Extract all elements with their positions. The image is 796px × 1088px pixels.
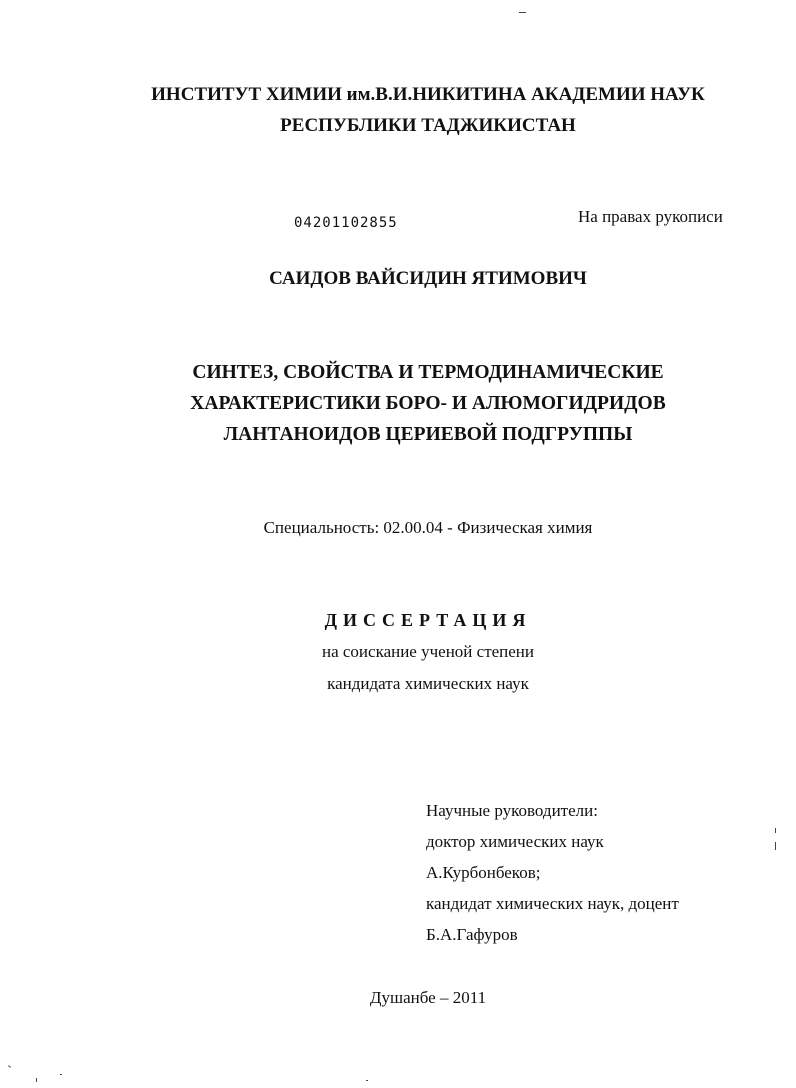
title-line-3: ЛАНТАНОИДОВ ЦЕРИЕВОЙ ПОДГРУППЫ [223,424,633,445]
scan-speck [775,842,776,850]
author-name: САИДОВ ВАЙСИДИН ЯТИМОВИЧ [269,268,587,289]
supervisor-2-degree: кандидат химических наук, доцент [426,894,679,913]
scan-speck [8,1065,11,1068]
title-line-1: СИНТЕЗ, СВОЙСТВА И ТЕРМОДИНАМИЧЕСКИЕ [192,362,664,383]
scan-speck [519,12,526,13]
supervisors-heading: Научные руководители: [426,801,598,820]
manuscript-rights-note: На правах рукописи [578,207,723,226]
degree-line-2: кандидата химических наук [327,674,529,693]
scan-speck [775,828,776,833]
title-line-2: ХАРАКТЕРИСТИКИ БОРО- И АЛЮМОГИДРИДОВ [190,393,666,414]
supervisor-2-name: Б.А.Гафуров [426,925,518,944]
scan-speck [60,1074,62,1075]
scan-speck [366,1080,368,1081]
institute-line-2: РЕСПУБЛИКИ ТАДЖИКИСТАН [280,115,576,136]
catalog-number: 04201102855 [294,215,398,231]
supervisor-1-name: А.Курбонбеков; [426,863,541,882]
supervisor-1-degree: доктор химических наук [426,832,604,851]
speciality: Специальность: 02.00.04 - Физическая химия [263,518,593,537]
dissertation-heading: ДИССЕРТАЦИЯ [324,610,532,630]
institute-line-1: ИНСТИТУТ ХИМИИ им.В.И.НИКИТИНА АКАДЕМИИ НАУК [151,84,705,105]
degree-line-1: на соискание ученой степени [321,642,535,661]
scan-speck [36,1078,37,1082]
place-year: Душанбе – 2011 [369,988,487,1007]
